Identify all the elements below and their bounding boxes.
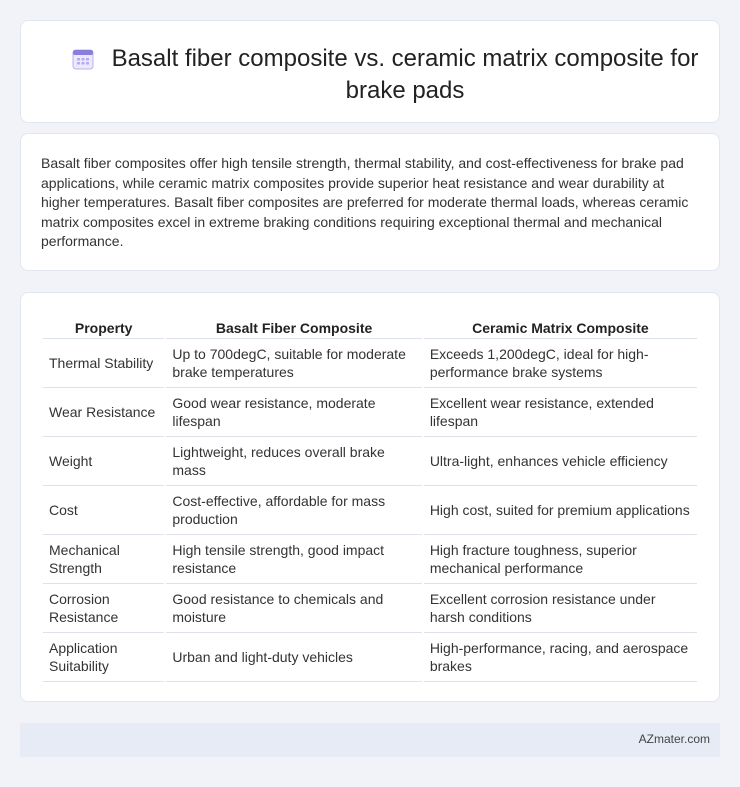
property-cell: Cost <box>43 486 164 535</box>
ceramic-cell: Excellent wear resistance, extended lifespan <box>424 388 697 437</box>
page-title: Basalt fiber composite vs. ceramic matrix composite for brake pads <box>111 45 699 104</box>
footer-bar <box>20 723 720 757</box>
basalt-cell: Good resistance to chemicals and moisture <box>166 584 421 633</box>
basalt-cell: Up to 700degC, suitable for moderate brake temperatures <box>166 339 421 388</box>
ceramic-cell: High-performance, racing, and aerospace brakes <box>424 633 697 682</box>
ceramic-cell: Excellent corrosion resistance under harsh conditions <box>424 584 697 633</box>
comparison-table-card <box>20 292 720 702</box>
column-header-ceramic: Ceramic Matrix Composite <box>424 313 697 339</box>
ceramic-cell: High cost, suited for premium applications <box>424 486 697 535</box>
table-row <box>43 535 697 584</box>
table-row <box>43 486 697 535</box>
basalt-cell: Lightweight, reduces overall brake mass <box>166 437 421 486</box>
calendar-icon <box>71 47 95 71</box>
column-header-basalt: Basalt Fiber Composite <box>166 313 421 339</box>
property-cell: Corrosion Resistance <box>43 584 164 633</box>
basalt-cell: Cost-effective, affordable for mass production <box>166 486 421 535</box>
table-row <box>43 339 697 388</box>
ceramic-cell: High fracture toughness, superior mechanical performance <box>424 535 697 584</box>
table-row <box>43 584 697 633</box>
column-header-property: Property <box>43 313 164 339</box>
property-cell: Application Suitability <box>43 633 164 682</box>
property-cell: Mechanical Strength <box>43 535 164 584</box>
basalt-cell: High tensile strength, good impact resistance <box>166 535 421 584</box>
footer-brand[interactable]: AZmater.com <box>638 732 710 746</box>
basalt-cell: Urban and light-duty vehicles <box>166 633 421 682</box>
property-cell: Thermal Stability <box>43 339 164 388</box>
table-row <box>43 633 697 682</box>
summary-text: Basalt fiber composites offer high tensile strength, thermal stability, and cost-effectiveness for brake pad applications, while ceramic matrix composites provide superior heat resistance and wear durability at higher temperatures. Basalt fiber composites are preferred for moderate thermal loads, whereas ceramic matrix composites excel in extreme braking conditions requiring exceptional thermal and mechanical performance. <box>41 155 689 249</box>
title-card <box>20 20 720 123</box>
property-cell: Wear Resistance <box>43 388 164 437</box>
comparison-table <box>41 313 699 682</box>
table-header-row <box>43 313 697 339</box>
ceramic-cell: Ultra-light, enhances vehicle efficiency <box>424 437 697 486</box>
table-row <box>43 388 697 437</box>
table-row <box>43 437 697 486</box>
basalt-cell: Good wear resistance, moderate lifespan <box>166 388 421 437</box>
summary-card <box>20 133 720 271</box>
ceramic-cell: Exceeds 1,200degC, ideal for high-performance brake systems <box>424 339 697 388</box>
property-cell: Weight <box>43 437 164 486</box>
